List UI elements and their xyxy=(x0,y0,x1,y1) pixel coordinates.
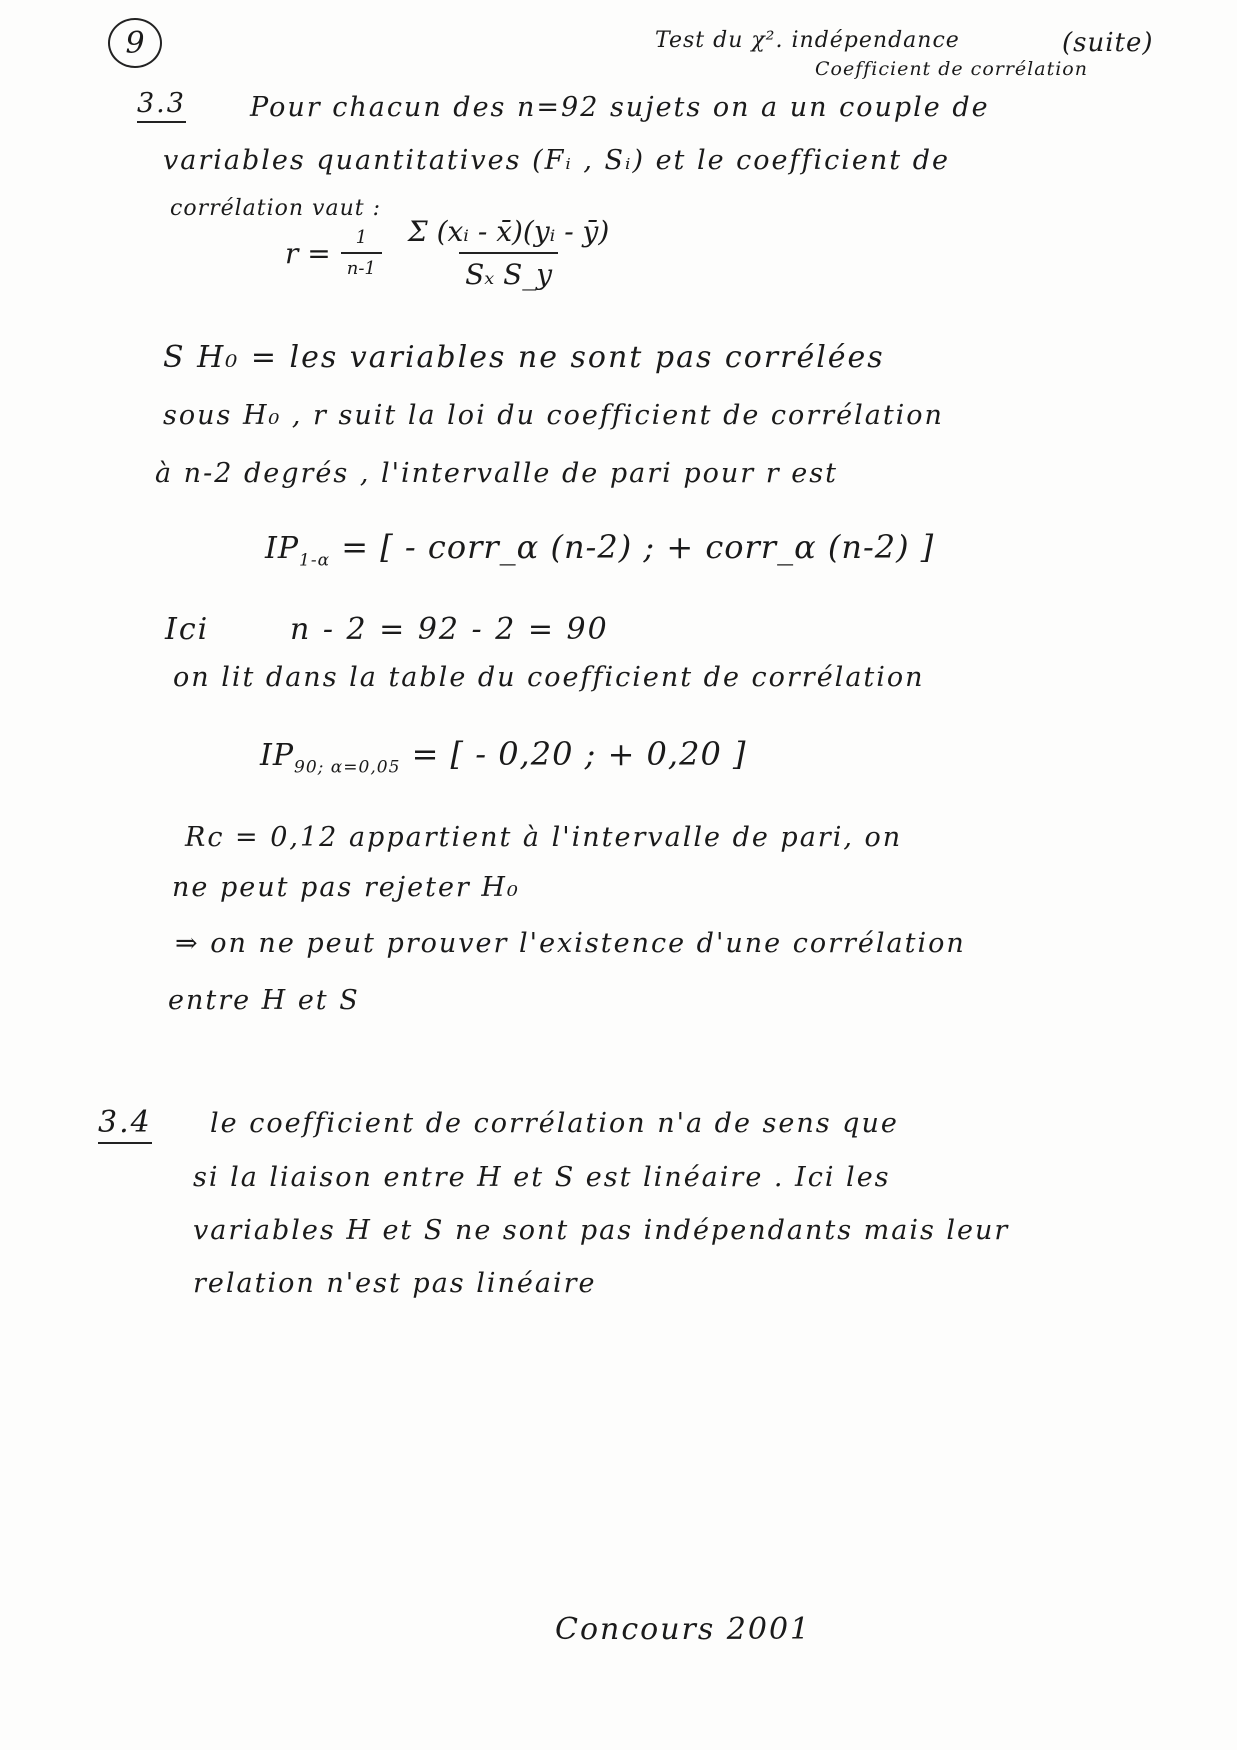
section-3-3-line10: ne peut pas rejeter H₀ xyxy=(172,872,520,903)
formula-denominator: Sₓ S_y xyxy=(459,252,558,291)
section-3-3-line6: à n-2 degrés , l'intervalle de pari pour r est xyxy=(155,458,838,489)
interval-numeric-value: = [ - 0,20 ; + 0,20 ] xyxy=(411,735,747,773)
section-3-4-number: 3.4 xyxy=(98,1105,152,1144)
section-3-3-line7-prefix: Ici xyxy=(165,612,210,647)
interval-general-label: IP xyxy=(265,531,300,566)
section-3-3-line3: corrélation vaut : xyxy=(170,196,382,221)
page-number-circle xyxy=(108,18,162,68)
interval-general-value: = [ - corr_α (n-2) ; + corr_α (n-2) ] xyxy=(341,528,935,566)
interval-numeric xyxy=(260,735,746,777)
section-3-3-line5: sous H₀ , r suit la loi du coefficient de corrélation xyxy=(163,400,944,431)
interval-numeric-sub: 90; α=0,05 xyxy=(294,757,401,778)
formula-main-fraction xyxy=(402,215,615,291)
section-3-3-number: 3.3 xyxy=(137,88,186,123)
section-3-3-line4: S H₀ = les variables ne sont pas corrélées xyxy=(163,340,885,375)
section-3-3-line1: Pour chacun des n=92 sujets on a un couple de xyxy=(250,92,990,123)
section-3-3-line8: on lit dans la table du coefficient de corrélation xyxy=(173,662,925,693)
section-3-3-line11: ⇒ on ne peut prouver l'existence d'une corrélation xyxy=(175,928,966,959)
section-3-3-line2: variables quantitatives (Fᵢ , Sᵢ) et le coefficient de xyxy=(163,145,950,176)
section-3-3-line12: entre H et S xyxy=(168,985,360,1016)
interval-general-sub: 1-α xyxy=(299,550,331,571)
correlation-formula xyxy=(285,215,625,291)
interval-numeric-label: IP xyxy=(260,738,295,773)
formula-numerator: Σ (xᵢ - x̄)(yᵢ - ȳ) xyxy=(407,215,610,248)
interval-general xyxy=(265,528,934,570)
header-title-suite: (suite) xyxy=(1062,28,1154,58)
page-number: 9 xyxy=(125,25,145,61)
formula-prefactor-den: n-1 xyxy=(341,252,382,279)
section-3-4-line2: si la liaison entre H et S est linéaire . Ici les xyxy=(193,1162,891,1193)
section-3-3-line7: n - 2 = 92 - 2 = 90 xyxy=(290,612,609,647)
header-title-line2: Coefficient de corrélation xyxy=(815,58,1088,80)
footer-text: Concours 2001 xyxy=(555,1612,812,1647)
section-3-4-line1: le coefficient de corrélation n'a de sens que xyxy=(210,1108,899,1139)
header-title-line1: Test du χ². indépendance xyxy=(655,28,960,53)
formula-lhs: r = xyxy=(285,236,331,270)
section-3-4-line4: relation n'est pas linéaire xyxy=(193,1268,597,1299)
section-3-3-line9: Rc = 0,12 appartient à l'intervalle de pari, on xyxy=(185,822,903,853)
formula-prefactor-num: 1 xyxy=(355,227,368,248)
formula-prefactor xyxy=(341,227,382,279)
section-3-4-line3: variables H et S ne sont pas indépendants mais leur xyxy=(193,1215,1010,1246)
